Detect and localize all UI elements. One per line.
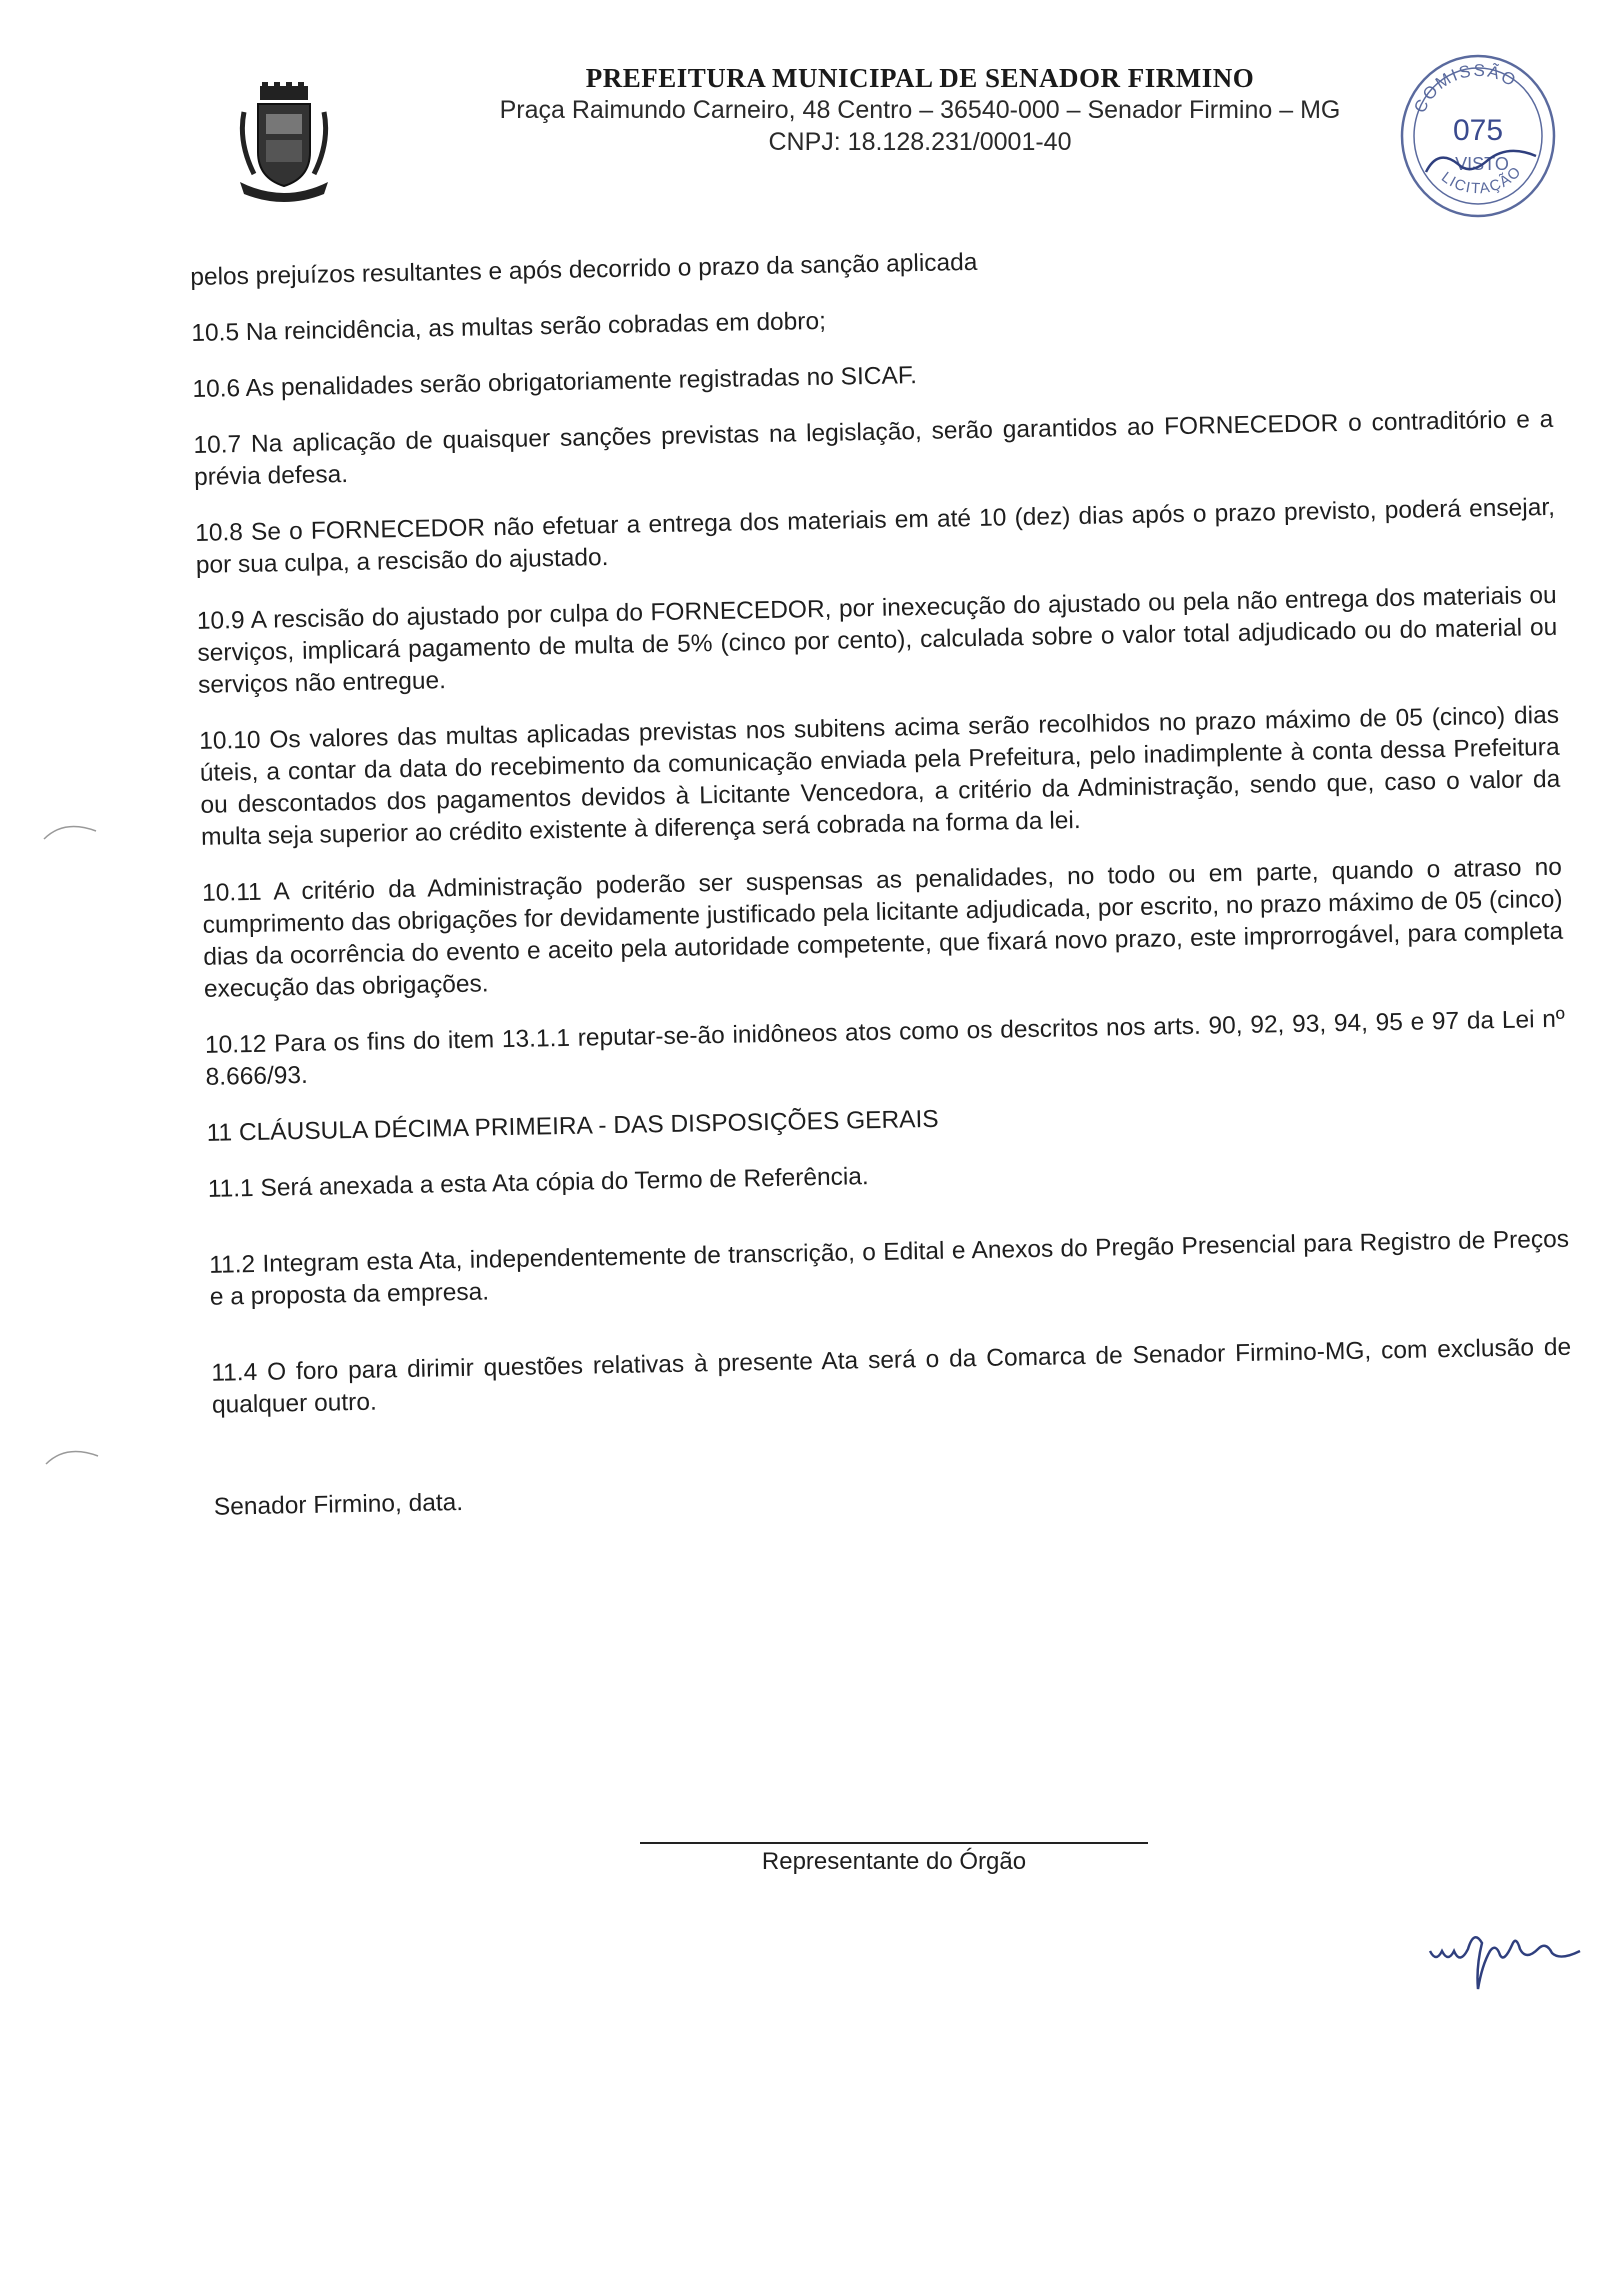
paragraph-11-4: 11.4 O foro para dirimir questões relativas à presente Ata será o da Comarca de Senador Firmino-MG, com exclusão de qualquer outro. bbox=[211, 1333, 1572, 1419]
commission-stamp bbox=[1398, 52, 1558, 220]
paragraph-10-10: 10.10 Os valores das multas aplicadas previstas nos subitens acima serão recolhidos no prazo máximo de 05 (cinco) dias úteis, a contar da data do recebimento da comunicação enviada pela Prefeitura, pelo inadimplente à conta dessa Prefeitura ou descontados dos pagamentos devidos à Licitante Vencedora, a critério da Administração, sendo que, caso o valor da multa seja superior ao crédito existente à diferença será cobrada na forma da lei. bbox=[198, 701, 1561, 851]
organization-address: Praça Raimundo Carneiro, 48 Centro – 36540-000 – Senador Firmino – MG bbox=[499, 96, 1341, 124]
svg-text:COMISSÃO bbox=[1410, 61, 1520, 116]
signature-line bbox=[640, 1842, 1148, 1844]
paragraph-11-1: 11.1 Será anexada a esta Ata cópia do Termo de Referência. bbox=[207, 1163, 869, 1203]
handwritten-initials bbox=[1420, 1905, 1600, 1995]
stamp-bottom-text: LICITAÇÃO bbox=[1438, 162, 1526, 198]
clause-heading: 11 CLÁUSULA DÉCIMA PRIMEIRA - DAS DISPOSIÇÕES GERAIS bbox=[206, 1105, 939, 1147]
stamp-top-text: COMISSÃO bbox=[1410, 60, 1521, 116]
municipal-crest-icon bbox=[236, 82, 332, 202]
paragraph-10-7: 10.7 Na aplicação de quaisquer sanções previstas na legislação, serão garantidos ao FORNECEDOR o contraditório e a prévia defesa. bbox=[193, 405, 1554, 491]
paragraph-continuation: pelos prejuízos resultantes e após decorrido o prazo da sanção aplicada bbox=[190, 248, 978, 291]
paragraph-11-2: 11.2 Integram esta Ata, independentemente de transcrição, o Edital e Anexos do Pregão Presencial para Registro de Preços e a proposta da empresa. bbox=[209, 1225, 1570, 1311]
stamp-number: 075 bbox=[1452, 114, 1504, 147]
organization-name: PREFEITURA MUNICIPAL DE SENADOR FIRMINO bbox=[585, 63, 1255, 93]
document-body bbox=[190, 236, 1574, 1548]
margin-mark bbox=[40, 815, 100, 845]
paragraph-10-8: 10.8 Se o FORNECEDOR não efetuar a entrega dos materiais em até 10 (dez) dias após o prazo previsto, poderá ensejar, por sua culpa, a rescisão do ajustado. bbox=[194, 493, 1556, 579]
signature-label: Representante do Órgão bbox=[761, 1848, 1027, 1875]
paragraph-10-11: 10.11 A critério da Administração poderão ser suspensas as penalidades, no todo ou em parte, quando o atraso no cumprimento das obrigações for devidamente justificado pela licitante adjudicada, por escrito, no prazo máximo de 05 (cinco) dias da ocorrência do evento e aceito pela autoridade competente, que fixará novo prazo, este improrrogável, para completa execução das obrigações. bbox=[201, 853, 1564, 1003]
letterhead bbox=[420, 62, 1420, 158]
paragraph-10-9: 10.9 A rescisão do ajustado por culpa do FORNECEDOR, por inexecução do ajustado ou pela não entrega dos materiais ou serviços, implicará pagamento de multa de 5% (cinco por cento), calculada sobre o valor total adjudicado ou do material ou serviços não entregue. bbox=[196, 581, 1558, 699]
organization-cnpj: CNPJ: 18.128.231/0001-40 bbox=[768, 128, 1072, 156]
stamp-middle-text: VISTO bbox=[1455, 154, 1509, 174]
paragraph-10-6: 10.6 As penalidades serão obrigatoriamente registradas no SICAF. bbox=[192, 362, 918, 403]
closing-place-date: Senador Firmino, data. bbox=[213, 1488, 464, 1521]
paragraph-10-5: 10.5 Na reincidência, as multas serão cobradas em dobro; bbox=[191, 307, 827, 347]
margin-mark bbox=[42, 1440, 102, 1470]
paragraph-10-12: 10.12 Para os fins do item 13.1.1 reputar-se-ão inidôneos atos como os descritos nos arts. 90, 92, 93, 94, 95 e 97 da Lei nº 8.666/93. bbox=[204, 1005, 1566, 1091]
